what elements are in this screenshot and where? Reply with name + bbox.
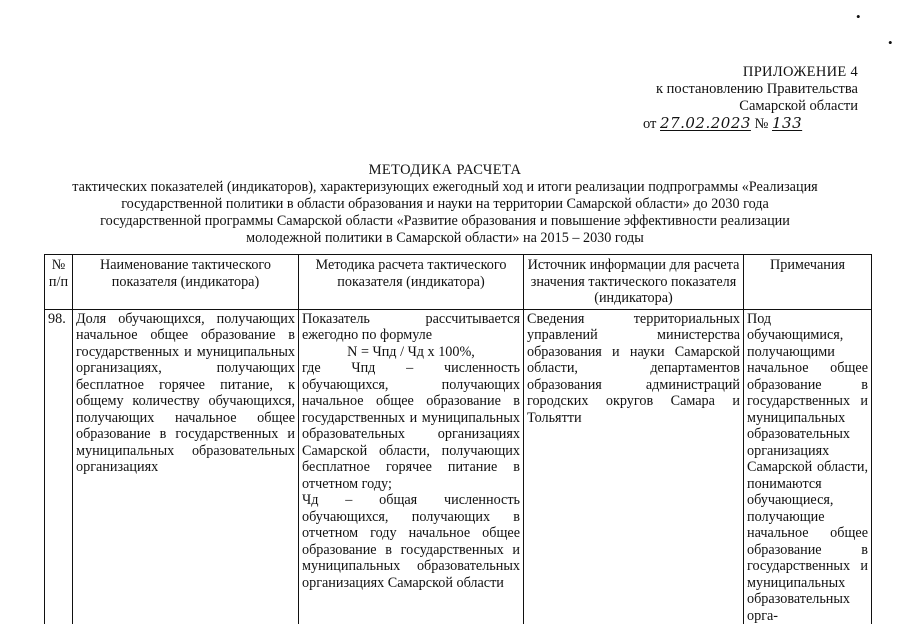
notes: Под обучающимися, получающими начальное общее образование в государственных и муниципальных образовательных организациях Самарской области, понимаются обучающиеся, получающие начальное общее образование в государственных и муниципальных образовательных орга- xyxy=(744,309,872,624)
table-header-row xyxy=(45,255,872,310)
page-title: МЕТОДИКА РАСЧЕТА xyxy=(368,162,522,178)
document-title xyxy=(40,162,850,247)
appendix-line: Самарской области xyxy=(739,98,858,114)
row-number: 98. xyxy=(45,309,73,624)
indicator-name: Доля обучающихся, получающих начальное общее образование в государственных и муниципальных организациях, получающих бесплатное горячее питание, к общему количеству обучающихся, получающих начальное общее образование в государственных и муниципальных образовательных организациях xyxy=(73,309,299,624)
column-header-name: Наименование тактического показателя (индикатора) xyxy=(73,255,299,310)
column-header-notes: Примечания xyxy=(744,255,872,310)
indicators-table xyxy=(44,254,872,624)
scan-mark: • xyxy=(888,35,893,50)
method-intro: Показатель рассчитывается ежегодно по формуле xyxy=(302,310,520,343)
subtitle-line: молодежной политики в Самарской области» на 2015 – 2030 годы xyxy=(246,230,644,246)
handwritten-number: 133 xyxy=(772,114,803,132)
method-definition: Чд – общая численность обучающихся, получающих в отчетном году начальное общее образование в государственных и муниципальных образовательных организациях Самарской области xyxy=(302,492,520,591)
subtitle-line: тактических показателей (индикаторов), характеризующих ежегодный ход и итоги реализации подпрограммы «Реализация xyxy=(72,179,818,195)
column-header-source: Источник информации для расчета значения тактического показателя (индикатора) xyxy=(524,255,744,310)
subtitle-line: государственной программы Самарской области «Развитие образования и повышение эффективности реализации xyxy=(100,213,790,229)
information-source: Сведения территориальных управлений министерства образования и науки Самарской области, департаментов образования администраций городских округов Самара и Тольятти xyxy=(524,309,744,624)
date-number-line xyxy=(643,115,858,133)
appendix-label: ПРИЛОЖЕНИЕ 4 xyxy=(742,64,858,80)
appendix-line: к постановлению Правительства xyxy=(656,81,858,97)
number-label: № xyxy=(754,116,769,132)
table-row xyxy=(45,309,872,624)
handwritten-date: 27.02.2023 xyxy=(660,114,751,132)
formula: N = Чпд / Чд x 100%, xyxy=(347,343,475,360)
column-header-number: № п/п xyxy=(45,255,73,310)
subtitle-line: государственной политики в области образования и науки на территории Самарской области» до 2030 года xyxy=(121,196,769,212)
scan-mark: • xyxy=(856,9,861,24)
column-header-method: Методика расчета тактического показателя (индикатора) xyxy=(299,255,524,310)
appendix-header xyxy=(643,64,858,133)
from-label: от xyxy=(643,116,657,132)
calculation-method xyxy=(299,309,524,624)
method-definition: где Чпд – численность обучающихся, получающих начальное общее образование в государственных и муниципальных образовательных организациях Самарской области, получающих бесплатное горячее питание в отчетном году; xyxy=(302,360,520,492)
